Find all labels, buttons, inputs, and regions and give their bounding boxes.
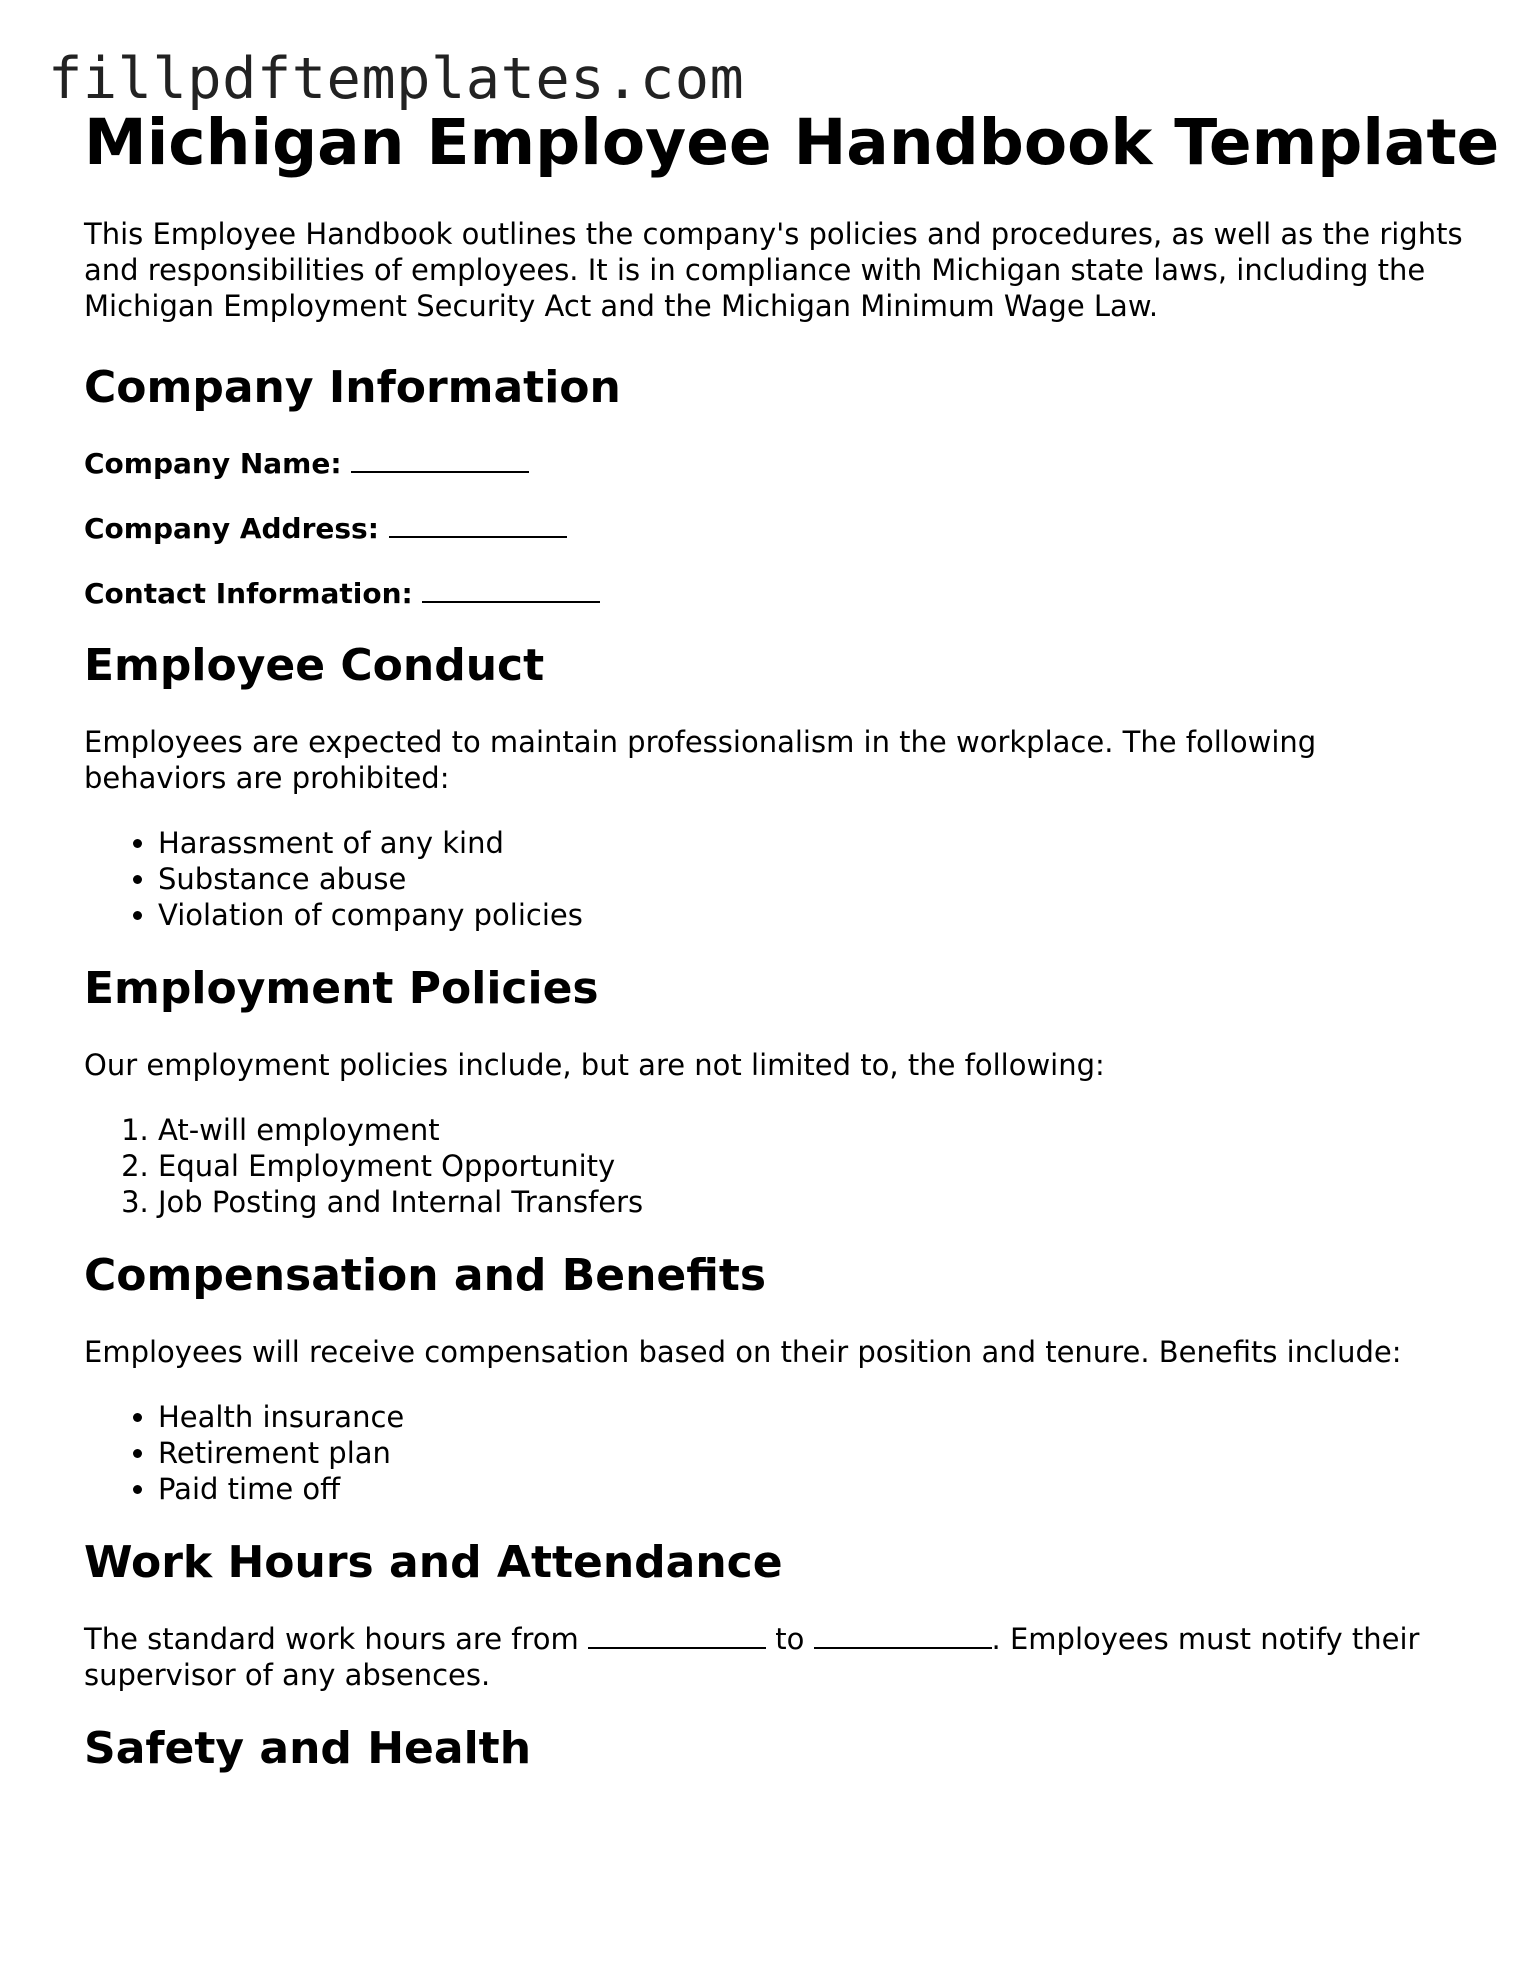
list-item: • Substance abuse: [158, 861, 1464, 897]
company-name-label: Company Name:: [84, 447, 342, 480]
end-time-blank[interactable]: [814, 1623, 992, 1649]
compensation-paragraph: Employees will receive compensation based on their position and tenure. Benefits include:: [84, 1335, 1402, 1369]
company-address-field[interactable]: [84, 511, 1464, 547]
conduct-list: [84, 825, 1464, 933]
list-item: • Harassment of any kind: [158, 825, 1464, 861]
list-item: • Paid time off: [158, 1471, 1464, 1507]
company-address-blank[interactable]: [389, 512, 567, 538]
list-item: • Violation of company policies: [158, 897, 1464, 933]
company-name-blank[interactable]: [351, 447, 529, 473]
start-time-blank[interactable]: [588, 1623, 766, 1649]
section-heading-compensation-benefits: Compensation and Benefits: [84, 1250, 767, 1301]
section-heading-company-information: Company Information: [84, 362, 621, 413]
list-item: 1. At-will employment: [158, 1112, 1464, 1148]
policies-paragraph: Our employment policies include, but are not limited to, the following:: [84, 1048, 1105, 1082]
hours-text-before: The standard work hours are from: [84, 1622, 579, 1656]
section-heading-employee-conduct: Employee Conduct: [84, 640, 545, 691]
hours-paragraph: [84, 1621, 1464, 1693]
company-name-field[interactable]: [84, 446, 1464, 482]
hours-text-middle: to: [775, 1622, 805, 1656]
contact-information-label: Contact Information:: [84, 577, 413, 610]
company-address-label: Company Address:: [84, 512, 379, 545]
section-heading-safety-health: Safety and Health: [84, 1723, 532, 1774]
list-item: • Retirement plan: [158, 1435, 1464, 1471]
list-item: • Health insurance: [158, 1399, 1464, 1435]
hours-text-after: . Employees must notify their supervisor of any absences.: [84, 1622, 1420, 1692]
section-heading-work-hours: Work Hours and Attendance: [84, 1537, 783, 1588]
watermark-text: fillpdftemplates.com: [48, 46, 745, 112]
intro-paragraph: This Employee Handbook outlines the company's policies and procedures, as well as the rights and responsibilities of employees. It is in compliance with Michigan state laws, including the Michigan Employment Security Act and the Michigan Minimum Wage Law.: [84, 217, 1463, 323]
policies-list: [84, 1112, 1464, 1220]
section-heading-employment-policies: Employment Policies: [84, 963, 599, 1014]
conduct-paragraph: Employees are expected to maintain professionalism in the workplace. The following behaviors are prohibited:: [84, 725, 1317, 795]
list-item: 3. Job Posting and Internal Transfers: [158, 1184, 1464, 1220]
page-title: Michigan Employee Handbook Template: [84, 106, 1500, 179]
list-item: 2. Equal Employment Opportunity: [158, 1148, 1464, 1184]
benefits-list: [84, 1399, 1464, 1507]
contact-information-field[interactable]: [84, 576, 1464, 612]
document-page: [84, 104, 1500, 1777]
contact-information-blank[interactable]: [422, 577, 600, 603]
